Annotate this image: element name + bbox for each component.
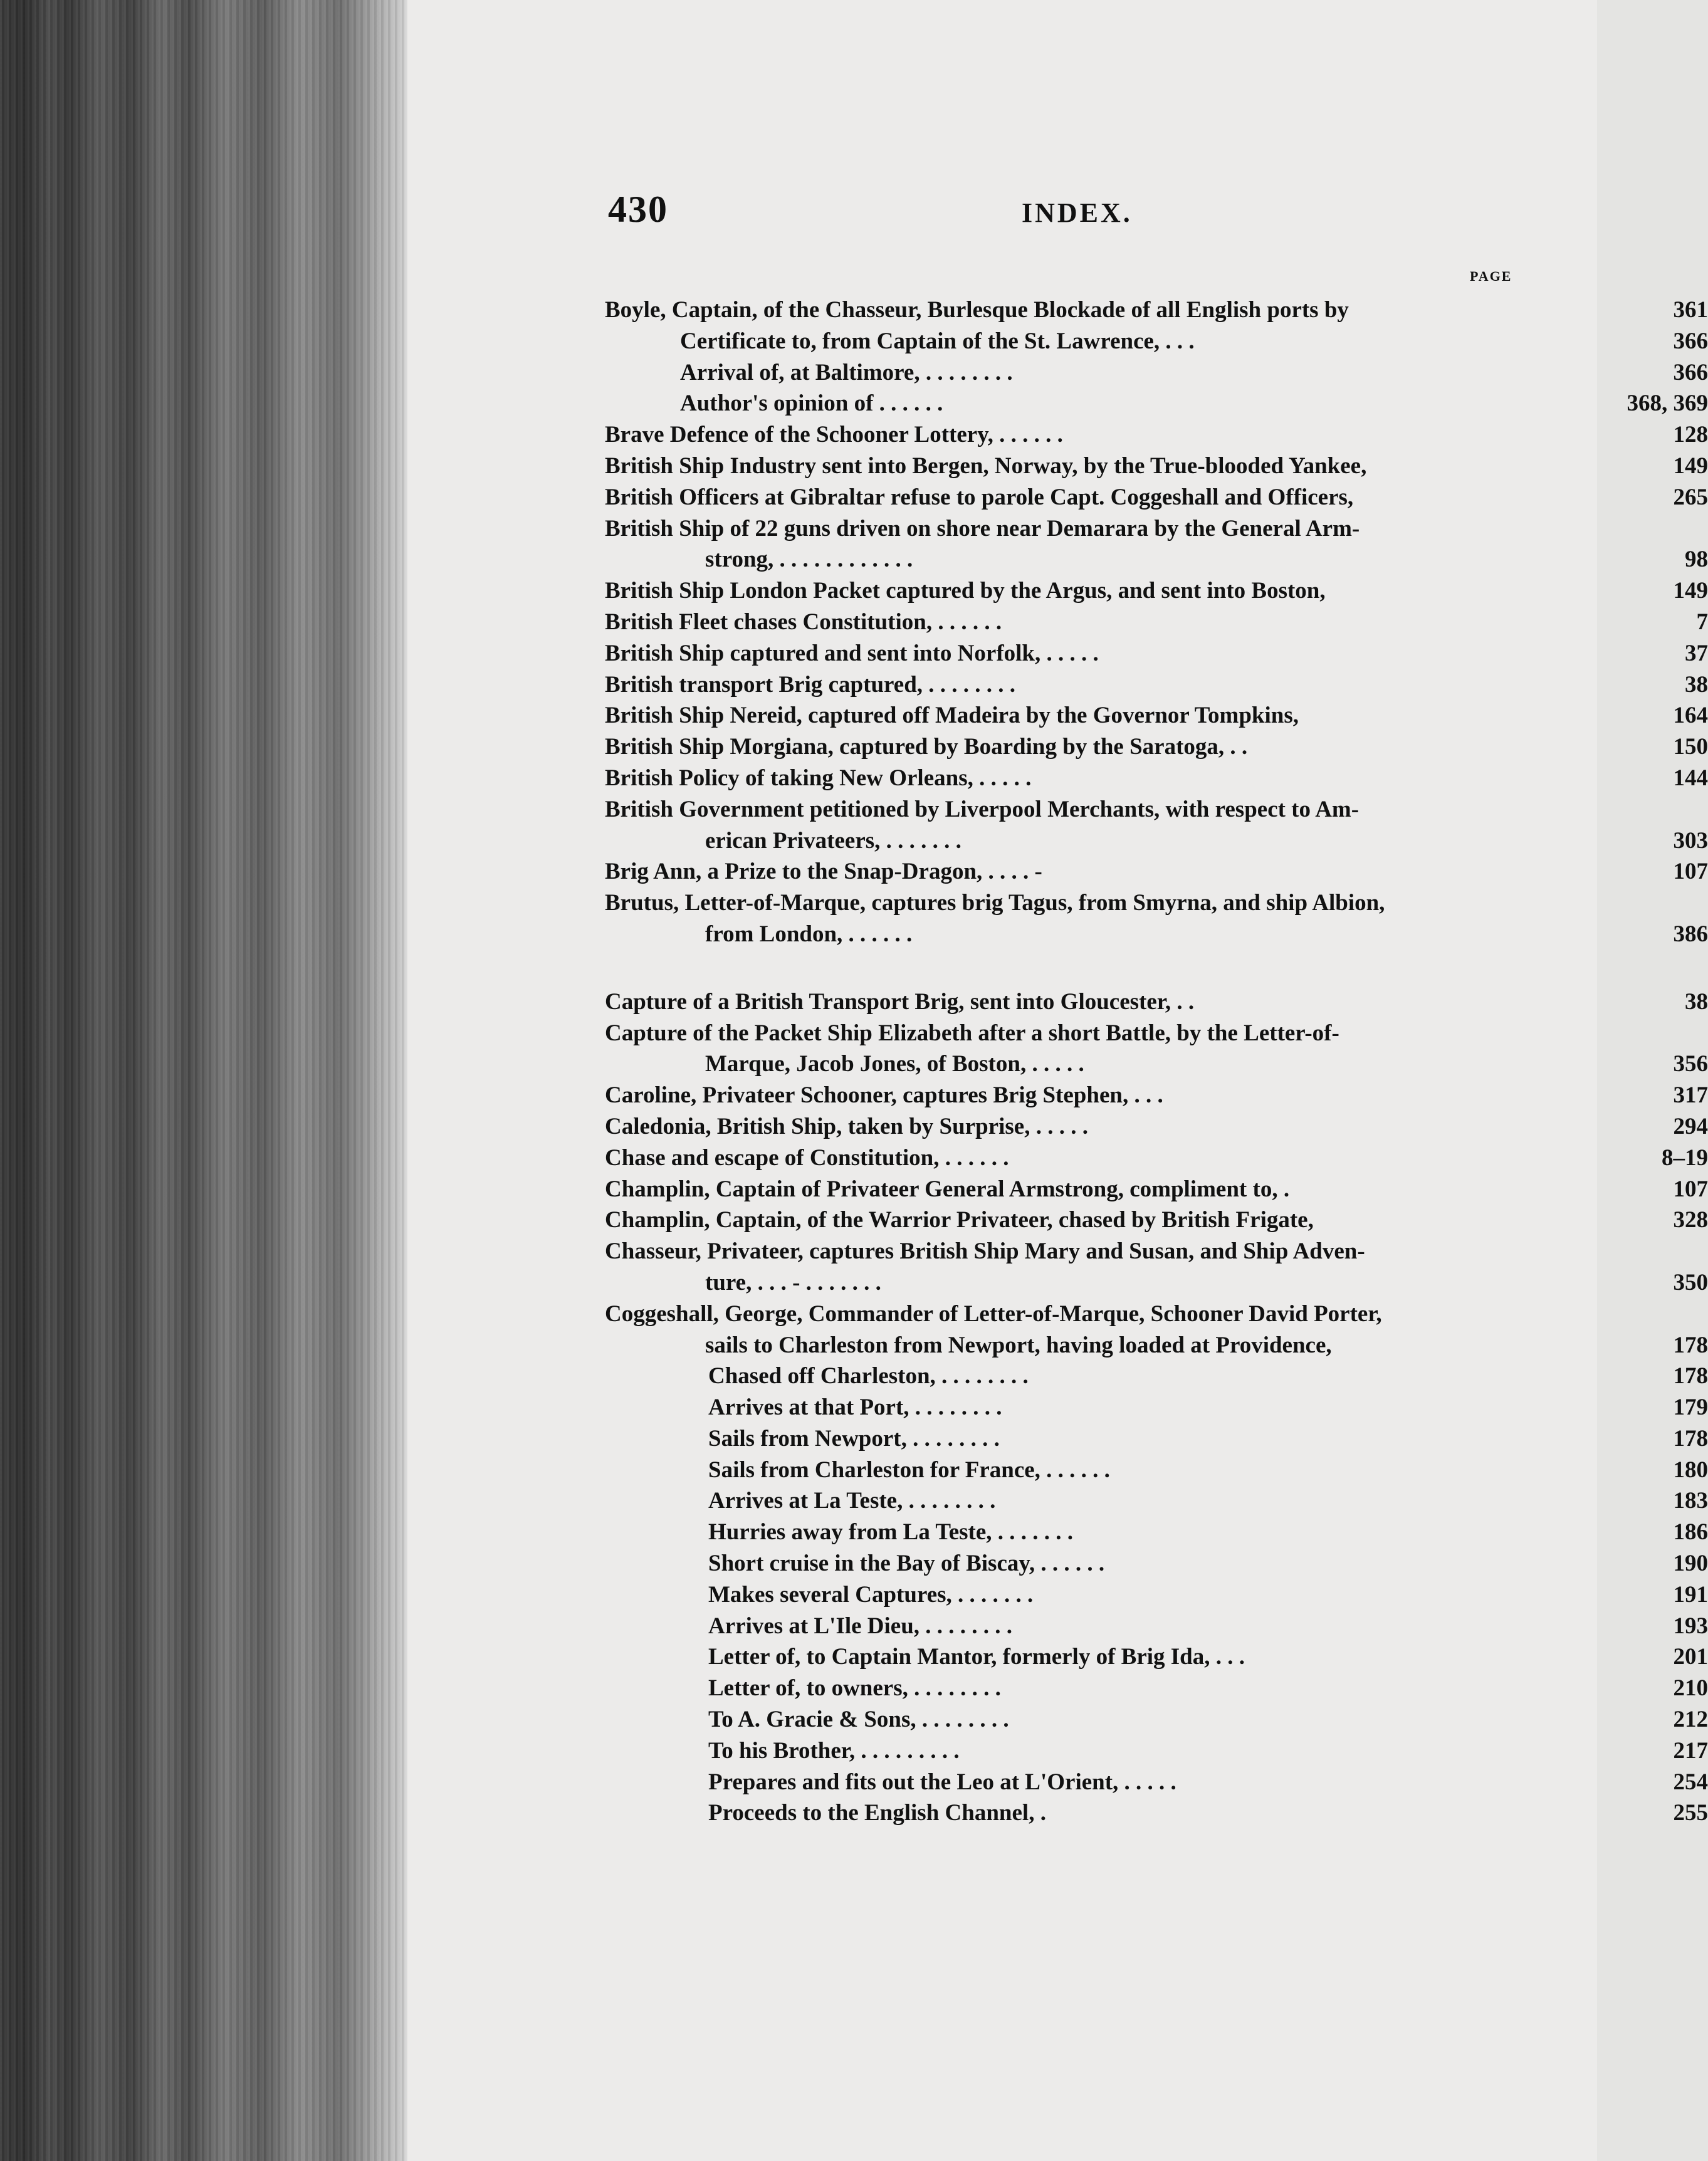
page-column-label: PAGE: [1470, 268, 1512, 284]
index-entry: [605, 1767, 1708, 1798]
section-gap: [605, 950, 1708, 986]
index-entry: [605, 638, 1708, 669]
index-entry-continuation: ture, . . . - . . . . . . .: [705, 1269, 881, 1295]
index-entry: [605, 1797, 1708, 1829]
index-entry-page: 350: [1673, 1269, 1708, 1295]
index-entry-text: British Ship London Packet captured by the Argus, and sent into Boston,: [605, 578, 1326, 604]
index-entry-continuation: erican Privateers, . . . . . . .: [705, 827, 961, 854]
index-entry-page: 217: [1673, 1737, 1708, 1764]
index-entry: [605, 887, 1708, 950]
index-entry-page: 191: [1673, 1581, 1708, 1608]
index-entry-page: 210: [1673, 1675, 1708, 1702]
running-head: [407, 188, 1597, 238]
index-entry-page: 38: [1685, 988, 1708, 1015]
index-entry: [605, 1111, 1708, 1143]
index-entry-page: 107: [1673, 859, 1708, 885]
index-entry: [605, 1641, 1708, 1673]
index-entry: [605, 669, 1708, 701]
index-entry: [605, 1735, 1708, 1767]
index-entry: [605, 1455, 1708, 1486]
index-entry-text: British transport Brig captured, . . . . . . . .: [605, 671, 1016, 698]
index-entry-page: 8–19: [1662, 1144, 1708, 1171]
index-entry: [605, 1143, 1708, 1174]
index-entry: [605, 1423, 1708, 1455]
index-entry-text: Makes several Captures, . . . . . . .: [708, 1581, 1034, 1608]
index-entry-continuation: strong, . . . . . . . . . . . .: [705, 547, 913, 573]
index-entry-continuation: sails to Charleston from Newport, having loaded at Providence,: [705, 1332, 1332, 1358]
index-entry-text: British Ship Nereid, captured off Madeira by the Governor Tompkins,: [605, 703, 1299, 729]
index-entry-page: 128: [1673, 422, 1708, 448]
index-entry-text: Proceeds to the English Channel, .: [708, 1800, 1046, 1826]
index-entry: [605, 575, 1708, 607]
index-entry-text: To his Brother, . . . . . . . . .: [708, 1737, 960, 1764]
index-entry-page: 368, 369: [1627, 390, 1708, 417]
index-entry-page: 186: [1673, 1519, 1708, 1546]
index-entry-text: Boyle, Captain, of the Chasseur, Burlesque Blockade of all English ports by: [605, 297, 1349, 323]
index-entry-page: 190: [1673, 1551, 1708, 1577]
index-entry-text: Capture of a British Transport Brig, sent into Gloucester, . .: [605, 988, 1195, 1015]
index-entry: [605, 1236, 1708, 1299]
index-entry-page: 356: [1673, 1051, 1708, 1077]
index-entry: [605, 1018, 1708, 1080]
index-entry-text: British Officers at Gibraltar refuse to parole Capt. Coggeshall and Officers,: [605, 484, 1354, 510]
index-section-c: [605, 986, 1708, 1829]
index-entry-text: Brutus, Letter-of-Marque, captures brig Tagus, from Smyrna, and ship Albion,: [605, 890, 1385, 916]
index-entry-page: 178: [1673, 1425, 1708, 1452]
index-entry-page: 149: [1673, 578, 1708, 604]
index-list: [605, 295, 1708, 1829]
index-entry-page: 201: [1673, 1644, 1708, 1670]
index-entry-text: Arrival of, at Baltimore, . . . . . . . .: [680, 359, 1013, 385]
index-entry: [605, 763, 1708, 794]
index-entry-page: 7: [1696, 609, 1708, 635]
index-entry-text: Brave Defence of the Schooner Lottery, . . . . . .: [605, 422, 1063, 448]
index-entry-page: 183: [1673, 1488, 1708, 1514]
index-entry-text: Chasseur, Privateer, captures British Ship Mary and Susan, and Ship Adven-: [605, 1238, 1365, 1265]
index-entry: [605, 1548, 1708, 1579]
index-entry-page: 386: [1673, 921, 1708, 947]
index-entry-text: British Policy of taking New Orleans, . . . . .: [605, 765, 1032, 791]
index-entry: [605, 794, 1708, 857]
index-entry-page: 317: [1673, 1082, 1708, 1109]
index-entry-page: 255: [1673, 1800, 1708, 1826]
index-entry: [605, 607, 1708, 638]
index-entry: [605, 1704, 1708, 1735]
index-entry: [605, 1611, 1708, 1642]
index-entry-text: Arrives at that Port, . . . . . . . .: [708, 1394, 1002, 1421]
index-entry-page: 37: [1685, 640, 1708, 666]
index-entry-text: Capture of the Packet Ship Elizabeth after a short Battle, by the Letter-of-: [605, 1020, 1339, 1046]
running-title: INDEX.: [1022, 197, 1133, 228]
index-entry-page: 144: [1673, 765, 1708, 791]
index-entry-page: 254: [1673, 1769, 1708, 1795]
index-entry-text: Brig Ann, a Prize to the Snap-Dragon, . . . . -: [605, 859, 1042, 885]
index-entry-page: 328: [1673, 1207, 1708, 1233]
index-entry: [605, 388, 1708, 419]
index-entry-text: Caledonia, British Ship, taken by Surprise, . . . . .: [605, 1113, 1088, 1139]
index-entry-page: 98: [1685, 547, 1708, 573]
index-entry: [605, 482, 1708, 513]
index-entry: [605, 1485, 1708, 1517]
index-entry-page: 149: [1673, 453, 1708, 479]
index-entry: [605, 1673, 1708, 1704]
index-entry-text: British Ship Morgiana, captured by Boarding by the Saratoga, . .: [605, 734, 1248, 760]
index-entry-text: Arrives at L'Ile Dieu, . . . . . . . .: [708, 1613, 1013, 1639]
index-entry: [605, 419, 1708, 451]
index-entry: [605, 731, 1708, 763]
index-entry-text: Chased off Charleston, . . . . . . . .: [708, 1363, 1029, 1389]
index-entry: [605, 1361, 1708, 1392]
index-entry-page: 107: [1673, 1176, 1708, 1202]
index-entry: [605, 1205, 1708, 1236]
index-entry-page: 179: [1673, 1394, 1708, 1421]
index-entry-page: 178: [1673, 1363, 1708, 1389]
index-entry-text: British Fleet chases Constitution, . . . . . .: [605, 609, 1002, 635]
index-entry: [605, 1174, 1708, 1205]
index-entry-text: Chase and escape of Constitution, . . . . . .: [605, 1144, 1009, 1171]
index-entry-page: 38: [1685, 671, 1708, 698]
index-page: [407, 0, 1708, 2161]
index-entry: [605, 326, 1708, 357]
index-entry-text: Champlin, Captain of Privateer General Armstrong, compliment to, .: [605, 1176, 1290, 1202]
index-entry-continuation: Marque, Jacob Jones, of Boston, . . . . .: [705, 1051, 1084, 1077]
index-entry-text: British Ship captured and sent into Norfolk, . . . . .: [605, 640, 1099, 666]
index-entry-text: Author's opinion of . . . . . .: [680, 390, 943, 417]
index-entry: [605, 1517, 1708, 1548]
index-entry-continuation: from London, . . . . . .: [705, 921, 913, 947]
index-entry-text: Short cruise in the Bay of Biscay, . . . . . .: [708, 1551, 1105, 1577]
index-entry-page: 150: [1673, 734, 1708, 760]
index-entry-text: Hurries away from La Teste, . . . . . . .: [708, 1519, 1074, 1546]
index-entry-text: British Ship Industry sent into Bergen, Norway, by the True-blooded Yankee,: [605, 453, 1367, 479]
index-entry-page: 265: [1673, 484, 1708, 510]
index-entry: [605, 856, 1708, 887]
index-entry: [605, 1579, 1708, 1611]
index-entry-page: 212: [1673, 1707, 1708, 1733]
index-entry-text: Arrives at La Teste, . . . . . . . .: [708, 1488, 996, 1514]
index-entry-page: 303: [1673, 827, 1708, 854]
page-edges-stack: [0, 0, 407, 2161]
index-entry: [605, 700, 1708, 731]
index-section-b: [605, 295, 1708, 950]
index-entry-page: 178: [1673, 1332, 1708, 1358]
index-entry-text: Caroline, Privateer Schooner, captures Brig Stephen, . . .: [605, 1082, 1163, 1109]
index-entry-text: Champlin, Captain, of the Warrior Privateer, chased by British Frigate,: [605, 1207, 1314, 1233]
index-entry-text: British Ship of 22 guns driven on shore near Demarara by the General Arm-: [605, 515, 1360, 542]
index-entry-page: 193: [1673, 1613, 1708, 1639]
index-entry-text: Letter of, to Captain Mantor, formerly of Brig Ida, . . .: [708, 1644, 1245, 1670]
index-entry-page: 366: [1673, 359, 1708, 385]
index-entry: [605, 357, 1708, 389]
index-entry-text: Letter of, to owners, . . . . . . . .: [708, 1675, 1001, 1702]
index-entry: [605, 986, 1708, 1018]
index-entry: [605, 1080, 1708, 1111]
index-entry-page: 366: [1673, 328, 1708, 354]
index-entry-text: Sails from Charleston for France, . . . . . .: [708, 1457, 1110, 1483]
page-number: 430: [608, 189, 668, 230]
index-entry-page: 180: [1673, 1457, 1708, 1483]
index-entry-text: Sails from Newport, . . . . . . . .: [708, 1425, 1000, 1452]
index-entry-page: 164: [1673, 703, 1708, 729]
index-entry-text: Coggeshall, George, Commander of Letter-of-Marque, Schooner David Porter,: [605, 1300, 1382, 1327]
index-entry-text: British Government petitioned by Liverpool Merchants, with respect to Am-: [605, 796, 1360, 822]
index-entry: [605, 513, 1708, 576]
index-entry: [605, 451, 1708, 482]
index-entry: [605, 1392, 1708, 1423]
index-entry-text: Prepares and fits out the Leo at L'Orient, . . . . .: [708, 1769, 1176, 1795]
index-entry-page: 294: [1673, 1113, 1708, 1139]
index-entry-text: To A. Gracie & Sons, . . . . . . . .: [708, 1707, 1009, 1733]
index-entry: [605, 1299, 1708, 1361]
index-entry: [605, 295, 1708, 326]
index-entry-text: Certificate to, from Captain of the St. Lawrence, . . .: [680, 328, 1195, 354]
index-entry-page: 361: [1673, 297, 1708, 323]
